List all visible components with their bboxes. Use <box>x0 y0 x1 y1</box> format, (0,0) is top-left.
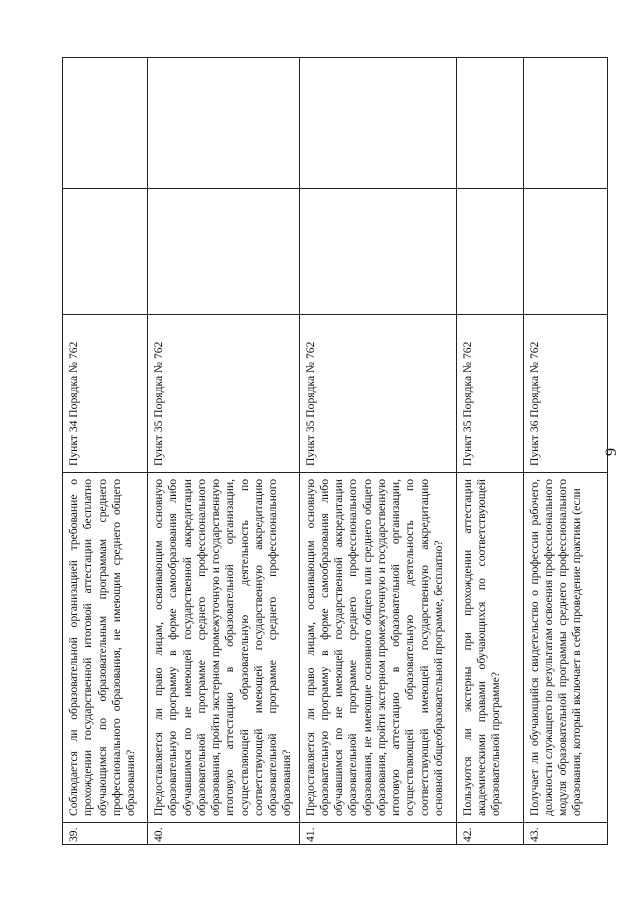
answer-cell <box>63 189 148 315</box>
note-cell <box>456 58 523 189</box>
question-text: Предоставляется ли право лицам, осваивающим основную образовательную программу в форме самообразования либо обучавшимся по не имеющей государственной аккредитации образовательной программе среднего профессионального образования, пройти экстерном промежуточную и государственную итоговую аттестацию в образовательной организации, осуществляющей образовательную деятельность по соответствующей имеющей государственную аккредитацию образовательной программе среднего профессионального образования? <box>148 473 300 823</box>
legal-reference: Пункт 35 Порядка № 762 <box>299 315 456 473</box>
note-cell <box>148 58 300 189</box>
table-row <box>523 58 607 845</box>
question-text: Предоставляется ли право лицам, осваивающим основную образовательную программу в форме самообразования либо обучавшимся по не имеющей государственной аккредитации образовательной программе среднего профессионального образования, не имеющие основного общего или среднего общего образования, пройти экстерном промежуточную и государственную итоговую аттестацию в образовательной организации, осуществляющей образовательную деятельность по соответствующей имеющей государственную аккредитацию основной общеобразовательной программе, бесплатно? <box>299 473 456 823</box>
legal-reference: Пункт 36 Порядка № 762 <box>523 315 607 473</box>
question-text: Пользуются ли экстерны при прохождении аттестации академическими правами обучающихся по соответствующей образовательной программе? <box>456 473 523 823</box>
answer-cell <box>523 189 607 315</box>
table-row <box>299 58 456 845</box>
rotated-page <box>62 58 598 845</box>
table-row <box>148 58 300 845</box>
question-text: Соблюдается ли образовательной организацией требование о прохождении государственной итоговой аттестации бесплатно обучающимся по образовательным программам среднего профессионального образования, не имеющим среднего общего образования? <box>63 473 148 823</box>
note-cell <box>523 58 607 189</box>
legal-reference: Пункт 35 Порядка № 762 <box>148 315 300 473</box>
row-number: 43. <box>523 823 607 845</box>
row-number: 42. <box>456 823 523 845</box>
note-cell <box>63 58 148 189</box>
checklist-table <box>62 57 608 845</box>
page-number: 9 <box>603 448 620 456</box>
answer-cell <box>148 189 300 315</box>
row-number: 41. <box>299 823 456 845</box>
note-cell <box>299 58 456 189</box>
question-text: Получает ли обучающийся свидетельство о профессии рабочего, должности служащего по результатам освоения профессионального модуля образовательной программы среднего профессионального образования, который включает в себя проведение практики (если <box>523 473 607 823</box>
answer-cell <box>299 189 456 315</box>
legal-reference: Пункт 35 Порядка № 762 <box>456 315 523 473</box>
row-number: 40. <box>148 823 300 845</box>
table-row <box>456 58 523 845</box>
answer-cell <box>456 189 523 315</box>
table-row <box>63 58 148 845</box>
legal-reference: Пункт 34 Порядка № 762 <box>63 315 148 473</box>
row-number: 39. <box>63 823 148 845</box>
